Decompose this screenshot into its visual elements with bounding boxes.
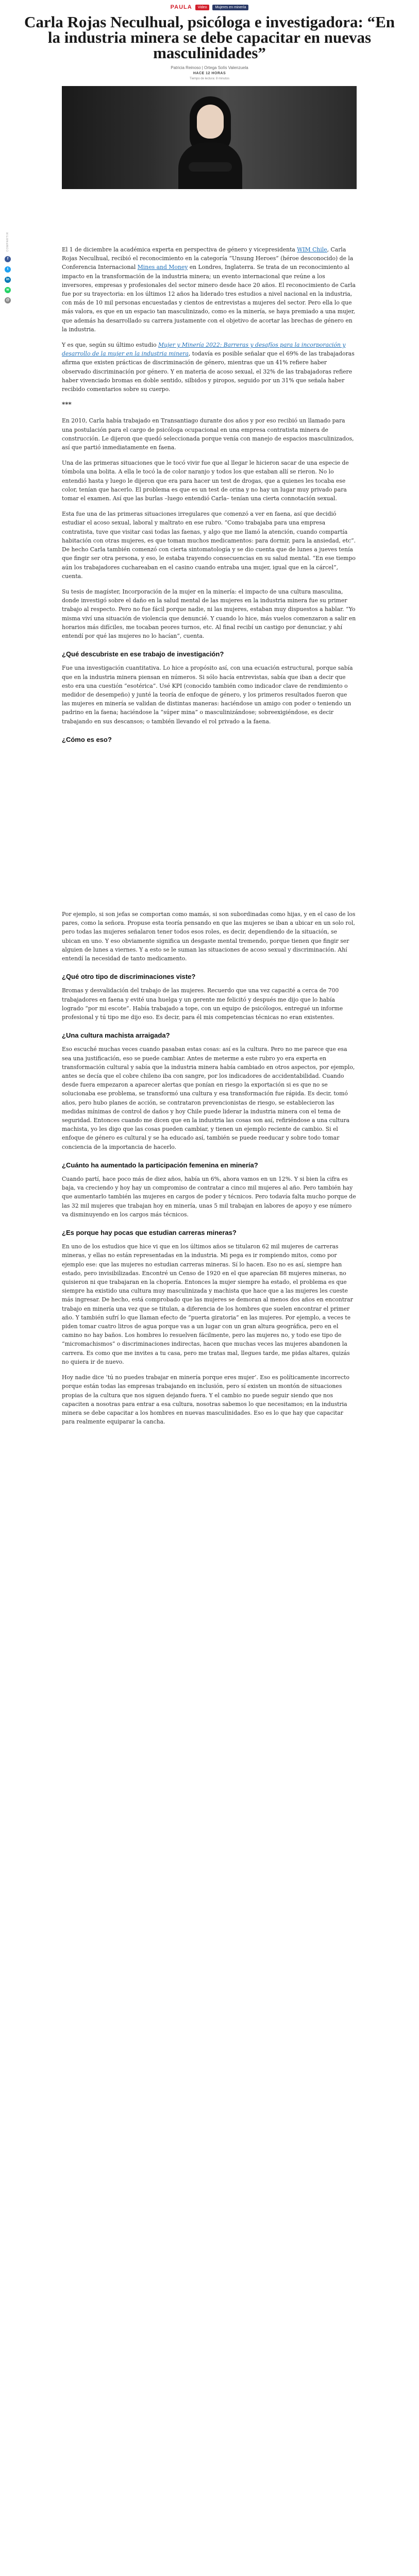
whatsapp-icon[interactable]: w xyxy=(5,287,11,293)
portrait-figure xyxy=(174,96,246,189)
embedded-media-space xyxy=(62,749,357,910)
section-divider: *** xyxy=(62,401,72,409)
hero-photo xyxy=(62,86,357,189)
paragraph: Fue una investigación cuantitativa. Lo hice a propósito así, con una ecuación estructural, porque sabía que en la industria minera piensan en números. Si sólo hacía entrevistas, sabía que iban a decir que esto era una cuestión “esotérica”. Usé KPI (conocido también como indicador clave de rendimiento o medidor de desempeño) y junté la teoría de enfoque de género, y los primeros resultados fueron que las mujeres en minería se validan de distintas maneras: haciéndose un amigo con poder o teniendo un padrino en la faena; haciéndose la “súper mina” o masculinizándose; sobreexigiéndose, es decir trabajando en sus descansos; o también llevando el rol privado a la faena. xyxy=(62,665,353,725)
brand-logo[interactable]: PAULA xyxy=(170,4,192,10)
paragraph: Su tesis de magíster, Incorporación de la mujer en la minería: el impacto de una cultura masculina, donde investigó sobre el daño en la salud mental de las mujeres en la industria minera fue su primer trabajo al respecto. Pero no fue fácil porque nadie, ni las mujeres, estaban muy dispuestos a hablar. “Yo misma viví una situación de violencia que denuncié. Y cuando lo hice, más vuelos comenzaron a salir en horarios más difíciles, me tocaban peores turnos, etc. Al final recibí un castigo por denunciar, y ahí entendí por qué las mujeres no lo hacían”, cuenta. xyxy=(62,588,356,639)
paragraph: Eso escuché muchas veces cuando pasaban estas cosas: así es la cultura. Pero no me parece que esa sea una justificación, eso se puede cambiar. Antes de meterme a este rubro yo era experta en transformación cultural y sabía que la industria minera había cambiado en otros aspectos, por ejemplo, antes se decía que el cobre chileno iba con sangre, por los indicadores de accidentabilidad. Cuando desde fuera empezaron a aparecer alertas que ponían en riesgo la exportación si es que no se solucionaba ese problema, se transformó una cultura y esa transformación fue rápida. Es decir, tomó años, pero hubo planes de acción, se contrataron prevencionistas de riesgo, se establecieron las medidas mínimas de control de daños y hoy Chile puede liderar la industria minera con el tema de seguridad. Entonces cuando me dicen que en la industria las cosas son así, refiriéndose a una cultura machista, yo les digo que las cosas pueden cambiar, y tienen un ejemplo reciente de cambio. Si el enfoque de género es cultural y se ha educado así, también se puede reeducar y sobre todo tomar conciencia de la importancia de hacerlo. xyxy=(62,1046,355,1150)
site-header xyxy=(0,0,419,11)
paragraph: Esta fue una de las primeras situaciones irregulares que comenzó a ver en faena, así que decidió estudiar el acoso sexual, laboral y maltrato en ese rubro. “Como trabajaba para una empresa contratista, tuve que visitar casi todas las faenas, y algo que me llamó la atención, cuando compartía habitación con otras mujeres, es que toman muchos medicamentos: para dormir, para la ansiedad, etc”. De hecho Carla también comenzó con cierta sintomatología y se dio cuenta que de lunes a jueves tenía que fingir ser otra persona, y eso, le estaba trayendo consecuencias en su salud mental. “En ese tiempo aún los trabajadores cuchareaban en el casino cuando entraba una mujer, igual que en la cárcel”, cuenta. xyxy=(62,511,356,580)
linkedin-icon[interactable]: in xyxy=(5,277,11,283)
facebook-icon[interactable]: f xyxy=(5,256,11,262)
paragraph: Una de las primeras situaciones que le tocó vivir fue que al llegar le hicieron sacar de una especie de tómbola una bolita. A ella le tocó la de color naranjo y todos los que estaban allí se rieron. No lo entendió hasta y luego le dijeron que era para hacer un test de drogas, que a quienes les tocaba ese color, tenían que hacerlo. El problema es que es un test de orina y no hay un lugar muy privado para tomar el examen. Así que las burlas –luego entendió Carla– tenían una cierta connotación sexual. xyxy=(62,460,349,502)
mines-and-money-link[interactable]: Mines and Money xyxy=(137,264,188,271)
paragraph: Cuando partí, hace poco más de diez años, había un 6%, ahora vamos en un 12%. Y si bien la cifra es baja, va creciendo y hoy hay un compromiso de contratar a cinco mil mujeres al año. Pero también hay que aumentarlo también las mujeres en cargos de poder y técnicos. Pero todavía falta mucho porque de las 32 mil mujeres que trabajan hoy en minería, unas 5 mil trabajan en labores de apoyo y ese número va disminuyendo en los cargos más técnicos. xyxy=(62,1176,356,1218)
paragraph: En 2010, Carla había trabajado en Transantiago durante dos años y por eso recibió un llamado para una postulación para el cargo de psicóloga ocupacional en una empresa contratista minera de construcción. Le dijeron que quedó seleccionada porque venía con manejo de espacios masculinizados, así que partió inmediatamente en faena. xyxy=(62,417,354,451)
question-heading: ¿Una cultura machista arraigada? xyxy=(62,1031,170,1040)
article-body xyxy=(62,245,357,1433)
wim-chile-link[interactable]: WIM Chile xyxy=(297,246,327,253)
study-link[interactable]: Mujer y Minería 2022: Barreras y desafíos para la incorporación y desarrollo de la mujer en la industria minera xyxy=(62,342,346,358)
byline xyxy=(0,65,419,82)
share-bar xyxy=(4,232,11,303)
paragraph: Hoy nadie dice ‘tú no puedes trabajar en minería porque eres mujer’. Eso es políticamente incorrecto porque están todas las empresas trabajando en inclusión, pero sí existen un montón de situaciones propias de la cultura que nos siguen dejando fuera. Y el cambio no puede seguir siendo que nos capaciten a nosotras para entrar a esa cultura, nosotras sabemos lo que necesitamos; en la industria minera se debe capacitar a los hombres en nuevas masculinidades. Eso es lo que hay que capacitar para realmente equiparar la cancha. xyxy=(62,1374,349,1426)
question-heading: ¿Qué otro tipo de discriminaciones viste? xyxy=(62,973,196,981)
byline-authors[interactable]: Patricia Reinoso | Ortega Solís Valenzuela xyxy=(171,65,248,70)
twitter-icon[interactable]: t xyxy=(5,266,11,273)
article-headline: Carla Rojas Neculhual, psicóloga e investigadora: “En la industria minera se debe capacitar en nuevas masculinidades” xyxy=(24,13,395,62)
video-badge[interactable]: Video xyxy=(195,5,210,10)
email-icon[interactable]: @ xyxy=(5,297,11,303)
paragraph: Bromas y desvalidación del trabajo de las mujeres. Recuerdo que una vez capacité a cerca de 700 trabajadores en faena y evité una huelga y un gerente me felicitó y después me dijo que lo había logrado “por mi escote”. Había trabajado a tope, con un equipo de psicólogos, entregué un informe profesional y tú tipo me dijo eso. Es decir, para él mis competencias técnicas no eran existentes. xyxy=(62,987,343,1021)
question-heading: ¿Qué descubriste en ese trabajo de investigación? xyxy=(62,650,224,658)
question-heading: ¿Cuánto ha aumentado la participación femenina en minería? xyxy=(62,1161,258,1169)
share-label: COMPARTIR xyxy=(6,232,9,252)
section-badge[interactable]: Mujeres en minería xyxy=(212,5,248,10)
paragraph: En uno de los estudios que hice vi que en los últimos años se titularon 62 mil mujeres de carreras mineras, y ellas no están representadas en la industria. Mi pega es ir rompiendo mitos, como por ejemplo ese: que las mujeres no estudian carreras mineras. Sí lo hacen. Eso no es así, siempre han estado, pero invisibilizadas. Encontré un Censo de 1920 en el que aparecían 88 mujeres mineras, no quisieron ni que trabajaran en la chopería. Entonces la mujer siempre ha estado, el problema es que siempre ha existido una cultura muy masculinizada y machista que hace que a las mujeres les cueste más ingresar. De hecho, está comprobado que las mujeres se demoran al menos dos años en encontrar trabajo en minería una vez que se titulan, a diferencia de los hombres que suelen encontrar el primer año. Y también sufrí lo que llaman efecto de “puerta giratoria” en las mujeres. Por ejemplo, a veces te piden tomar cuatro litros de agua porque vas a un lugar con un gran altura geográfica, pero en el camino no hay baños. Los hombres lo resuelven fácilmente, pero las mujeres no, y todo ese tipo de “micromachismos” o discriminaciones indirectas, hacen que muchas veces las mujeres abandonen la carrera. Es como que me invites a tu casa, pero me tratas mal, llegues tarde, me pidas altares, quizás no quiera ir de nuevo. xyxy=(62,1243,353,1365)
question-heading: ¿Es porque hay pocas que estudian carreras mineras? xyxy=(62,1229,237,1237)
paragraph: El 1 de diciembre la académica experta en perspectiva de género y vicepresidenta WIM Chile, Carla Rojas Neculhual, recibió el reconocimiento en la categoría “Unsung Heroes” (héroe desconocido) de la Conferencia Internacional Mines and Money en Londres, Inglaterra. Se trata de un reconocimiento al impacto en la transformación de la industria minera; un evento internacional que reúne a los inversores, empresas y profesionales del sector minero desde hace 20 años. El reconocimiento de Carla fue por su trayectoria: en los últimos 12 años ha liderado tres estudios a nivel nacional en la industria, con más de 10 mil personas encuestadas y cientos de entrevistas a mujeres del sector. Pero ella lo que más valora, es que en un espacio tan masculinizado, como es la minería, se haya premiado a una mujer, que además ha desarrollado su carrera justamente con el objetivo de acortar las brechas de género en la industria. xyxy=(62,246,356,333)
paragraph: Y es que, según su último estudio Mujer y Minería 2022: Barreras y desafíos para la incorporación y desarrollo de la mujer en la industria minera, todavía es posible señalar que el 69% de las trabajadoras afirma que existen prácticas de discriminación de género, mientras que un 41% refiere haber observado discriminación por género. Y en materia de acoso sexual, el 32% de las trabajadoras refiere haber vivenciado bromas en doble sentido, silbidos y piropos, seguido por un 31% que señala haber recibido comentarios sobre su cuerpo. xyxy=(62,342,355,393)
byline-meta: Tiempo de lectura: 8 minutos xyxy=(189,77,230,80)
byline-date: HACE 12 HORAS xyxy=(193,72,226,75)
question-heading: ¿Cómo es eso? xyxy=(62,735,112,743)
paragraph: Por ejemplo, si son jefas se comportan como mamás, si son subordinadas como hijas, y en el caso de los pares, como la señora. Propuse esta teoría pensando en que las mujeres se iban a ubicar en un solo rol, pero todas las mujeres señalaron tener todos esos roles, es decir, dependiendo de la situación, se ubican en uno. Y eso obviamente significa un desgaste mental tremendo, porque tienen que fingir ser alguien de lunes a viernes. Y a esto se le suman las situaciones de acoso sexual y discriminación. Ahí entendí la necesidad de tanto medicamento. xyxy=(62,910,356,962)
